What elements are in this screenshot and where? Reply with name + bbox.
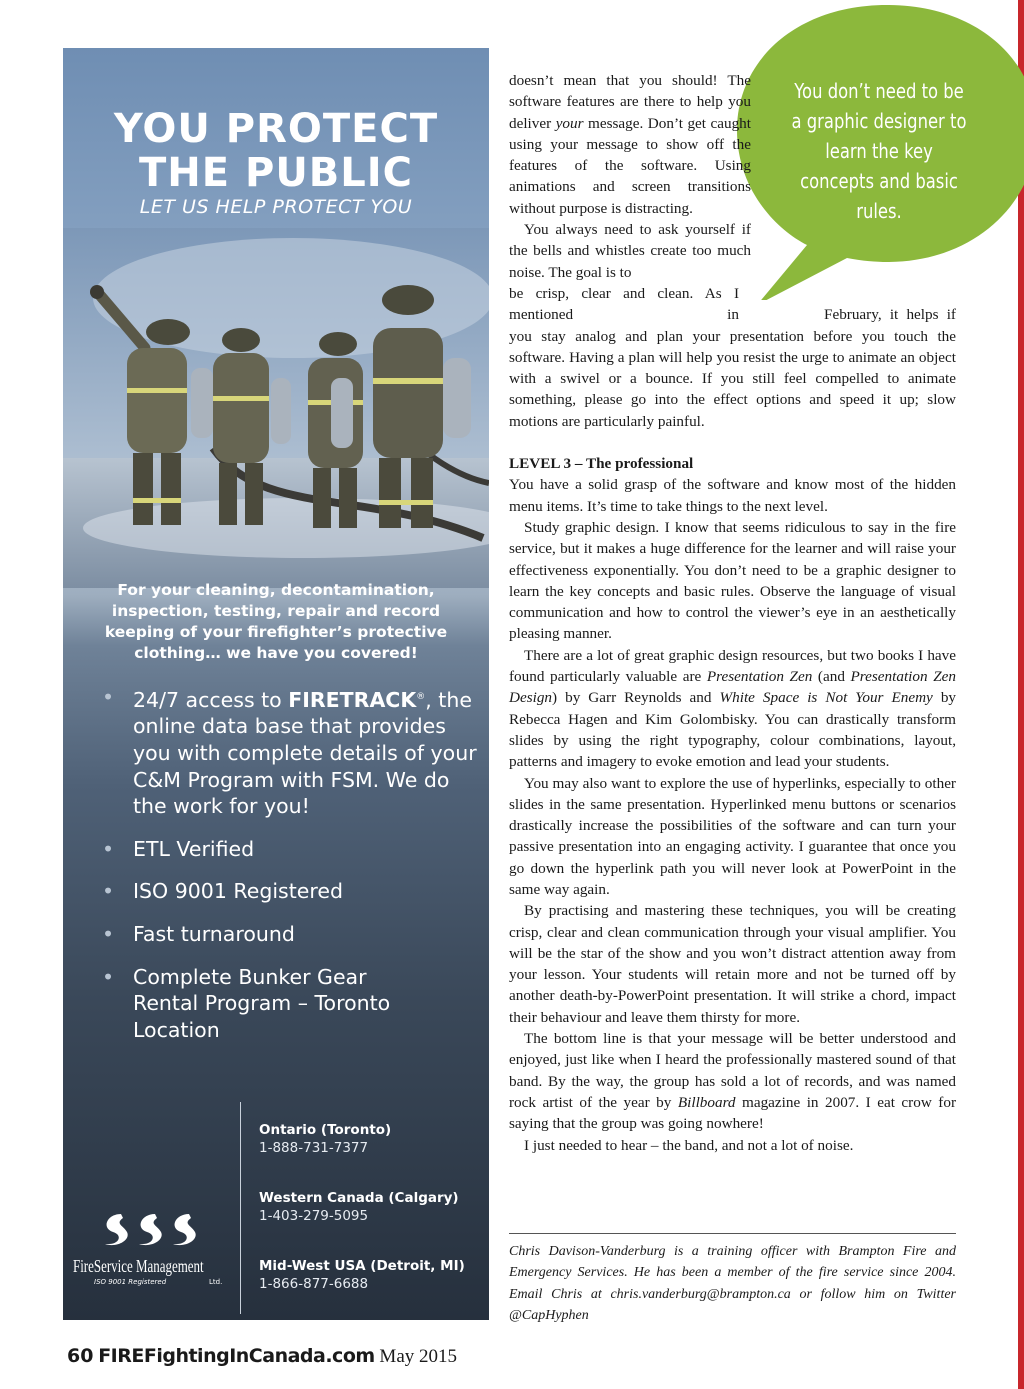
paragraph-text: February, it helps if you stay analog and plan your presentation before you touch the software. Having a plan will help you resist the urge to animate an object with a swivel or a bounce. If you still feel compelled to animate something, please go into the effect options and speed it up; slow motions are particularly painful. <box>509 306 956 430</box>
office-phone: 1-403-279-5095 <box>259 1208 369 1224</box>
feature-text: , the online data base that provides you with complete details of your C&M Program with FSM. We do the work for you! <box>133 687 477 819</box>
feature-text: ISO 9001 Registered <box>133 879 343 904</box>
office-name: Mid-West USA (Detroit, MI) <box>259 1258 465 1274</box>
book-title: White Space is Not Your Enemy <box>719 689 933 707</box>
office-midwest-usa <box>259 1257 479 1293</box>
ad-feature-list <box>100 684 480 1059</box>
article-paragraph <box>509 70 751 219</box>
article-paragraph <box>509 219 751 283</box>
article-paragraph: By practising and mastering these techniques, you will be creating crisp, clear and clean communication through your visual amplifier. You will be the star of the show and you won’t distract attention away from your lesson. Your students will retain more and not be turned off by another death-by-PowerPoint presentation. It will strike a chord, impact their behaviour and leave them thirsty for more. <box>509 902 956 1026</box>
ad-headline-line1: YOU PROTECT <box>113 106 439 152</box>
paragraph-text: be crisp, clear and clean. As I mentioned in <box>509 284 739 324</box>
page-number: 60 <box>67 1345 94 1367</box>
bullet-dot: • <box>102 921 115 946</box>
feature-text: Complete Bunker Gear Rental Program – Toronto Location <box>133 964 391 1042</box>
bio-divider <box>509 1233 956 1234</box>
page-footer <box>67 1345 457 1368</box>
office-name: Ontario (Toronto) <box>259 1122 392 1138</box>
paragraph-text: by Rebecca Hagen and Kim Golombisky. You can drastically transform slides by using the right typography, colour combinations, layout, patterns and imagery to evoke emotion and lead your students. <box>509 689 956 771</box>
paragraph-text: ) by Garr Reynolds and <box>552 689 720 707</box>
feature-text: 24/7 access to <box>133 687 289 712</box>
ad-feature-item <box>100 964 480 1044</box>
ad-headline-line2: THE PUBLIC <box>138 150 414 196</box>
paragraph-text: message. Don’t get caught using your message to show off the features of the software. Using animations and screen transitions without purpose is distracting. <box>509 114 751 217</box>
book-title: Presentation Zen Design <box>509 668 956 707</box>
footer-site-name: FIREFightingInCanada.com <box>98 1345 375 1367</box>
article-body <box>509 70 956 1156</box>
firefighters-photo <box>63 228 489 588</box>
emphasis-text: your <box>555 114 584 132</box>
paragraph-text: There are a lot of great graphic design resources, but two books I have found particularly valuable are <box>509 646 956 686</box>
paragraph-text: doesn’t mean that you should! The software features are there to help you deliver <box>509 72 751 132</box>
office-western-canada <box>259 1189 479 1225</box>
logo-wordmark: FireService Management <box>73 1256 204 1276</box>
bullet-dot: • <box>102 685 115 709</box>
fireservice-advertisement <box>63 48 489 1320</box>
office-name: Western Canada (Calgary) <box>259 1190 459 1206</box>
bullet-dot: • <box>102 879 115 904</box>
ad-feature-item <box>100 921 480 948</box>
callout-text: You don’t need to be a graphic designer to learn the key concepts and basic rules. <box>791 79 967 223</box>
bullet-dot: • <box>102 836 115 861</box>
registered-mark: ® <box>416 692 426 702</box>
article-paragraph: You may also want to explore the use of hyperlinks, especially to other slides in the same presentation. Hyperlinked menu buttons or scenarios drastically increase the possibilities of the software and can turn your passive presentation into an engaging activity. I guarantee that once you go down the hyperlink path you will never look at PowerPoint in the same way again. <box>509 774 956 898</box>
office-phone: 1-866-877-6688 <box>259 1276 369 1292</box>
ad-lead-text: For your cleaning, decontamination, inspection, testing, repair and record keeping of your firefighter’s protective clothing… we have you covered! <box>104 581 448 662</box>
firetrack-brand: FIRETRACK <box>288 687 417 712</box>
ad-feature-item <box>100 878 480 905</box>
office-phone: 1-888-731-7377 <box>259 1140 369 1156</box>
section-heading: LEVEL 3 – The professional <box>509 455 694 473</box>
article-paragraph: I just needed to hear – the band, and not a lot of noise. <box>524 1136 854 1154</box>
author-bio: Chris Davison-Vanderburg is a training officer with Brampton Fire and Emergency Services. He has been a member of the fire service since 2004. Email Chris at chris.vanderburg@brampton.ca or follow him on Twitter @CapHyphen <box>509 1244 956 1323</box>
article-paragraph <box>509 645 956 773</box>
ad-feature-item <box>100 836 480 863</box>
ad-feature-firetrack <box>100 684 480 820</box>
article-paragraph <box>509 1028 956 1134</box>
magazine-title: Billboard <box>677 1093 736 1111</box>
paragraph-text: magazine in 2007. I eat crow for saying that the group was going nowhere! <box>509 1093 956 1133</box>
feature-text: Fast turnaround <box>133 921 295 946</box>
article-paragraph: You have a solid grasp of the software and know most of the hidden menu items. It’s time to take things to the next level. <box>509 476 956 515</box>
article-paragraph: Study graphic design. I know that seems ridiculous to say in the fire service, but it makes a huge difference for the learner and will raise your effectiveness exponentially. You don’t need to be a graphic designer to learn the key concepts and basic rules. Observe the language of visual communication and how to control the viewer’s eye in an aesthetically pleasing manner. <box>509 518 956 643</box>
logo-iso-text: ISO 9001 Registered <box>94 1278 167 1286</box>
paragraph-text: The bottom line is that your message will be better understood and enjoyed, just like when I heard the professionally mastered sound of that band. By the way, the group has sold a lot of records, and was named rock artist of the year by <box>509 1030 956 1111</box>
paragraph-text: You always need to ask yourself if the bells and whistles create too much noise. The goal is to <box>509 221 751 281</box>
book-title: Presentation Zen <box>706 668 813 686</box>
paragraph-text: (and <box>812 668 851 686</box>
ad-subheadline: LET US HELP PROTECT YOU <box>139 196 413 218</box>
office-ontario <box>259 1121 479 1157</box>
logo-ltd-text: Ltd. <box>209 1278 223 1286</box>
footer-issue-date: May 2015 <box>379 1346 457 1367</box>
bullet-dot: • <box>102 964 115 989</box>
ad-divider-line <box>240 1102 241 1314</box>
feature-text: ETL Verified <box>133 836 255 861</box>
